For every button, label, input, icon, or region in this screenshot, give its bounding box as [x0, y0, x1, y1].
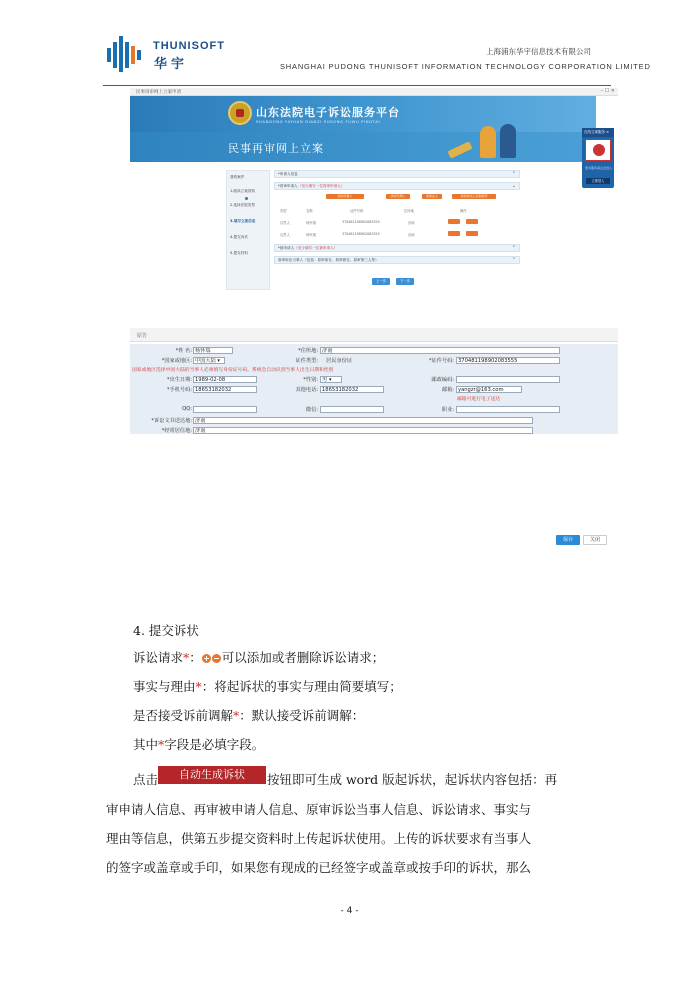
gender-label: *性别:	[303, 377, 318, 383]
zip-label: 邮政编码:	[431, 377, 454, 383]
section-label: *被申请人（至少填写一位被申请人）	[278, 246, 338, 250]
paragraph-line: 其中*字段是必填字段。	[133, 737, 265, 752]
screenshot-case-filing	[130, 88, 618, 294]
paragraph-line: 的签字或盖章或手印，如果您有现成的已经签字或盖章或按手印的诉状，那么	[106, 860, 532, 875]
chevron-up-icon[interactable]: ⌃	[511, 245, 516, 251]
step-item[interactable]: 1.阅读立案须知	[230, 189, 255, 193]
table-cell: 自然人	[280, 221, 290, 225]
phone-label: *手机号码:	[166, 387, 192, 393]
email-label: 邮箱:	[441, 387, 454, 393]
service-addr-label: *诉讼文书送达地:	[151, 418, 192, 424]
wechat-label: 微信:	[305, 407, 318, 413]
name-input[interactable]: 杨怀瑞	[193, 347, 233, 354]
address-input[interactable]: 济南	[320, 347, 560, 354]
table-header-cell: 住所地	[404, 209, 414, 213]
paragraph-line: 按钮即可生成 word 版起诉状，起诉状内容包括：再	[267, 772, 558, 787]
filing-main	[274, 170, 520, 290]
window-title: 民事再审网上立案申请	[136, 90, 181, 95]
section-retrial-applicant[interactable]	[274, 182, 520, 190]
section-label: *再审申请人（至少填写一位再审申请人）	[278, 184, 345, 188]
table-cell: 济南	[408, 221, 415, 225]
ad-enter-button[interactable]: 立即进入	[586, 178, 610, 184]
name-label: *姓 名:	[175, 348, 192, 354]
service-addr-input[interactable]: 济南	[193, 417, 533, 424]
wechat-input[interactable]	[320, 406, 384, 413]
other-phone-label: 其他电话:	[295, 387, 318, 393]
save-button[interactable]: 保存	[556, 535, 580, 545]
country-select[interactable]: 中国大陆 ▾	[193, 357, 225, 364]
company-name-cn: 上海浦东华宇信息技术有限公司	[486, 47, 591, 56]
birth-label: *出生日期:	[166, 377, 192, 383]
table-header-cell: 名称	[306, 209, 313, 213]
add-party-button[interactable]: 添加当事人	[326, 194, 364, 199]
email-input[interactable]: yangzr@163.com	[456, 386, 522, 393]
country-label: *国家或地区:	[161, 358, 192, 364]
section-label: 原审诉讼当事人（包括：原审原告、原审被告、原审第三人等）	[278, 258, 379, 262]
phone-input[interactable]: 18653182032	[193, 386, 257, 393]
job-input[interactable]	[456, 406, 560, 413]
delete-button[interactable]	[466, 231, 478, 236]
case-title: 民事再审网上立案	[228, 142, 324, 155]
section-original-parties[interactable]	[274, 256, 520, 264]
court-emblem-icon	[228, 101, 252, 125]
add-other-org-button[interactable]: 添加非法人其他组织	[452, 194, 496, 199]
ad-image-icon	[585, 139, 611, 161]
table-cell: 370481198902083555	[342, 232, 380, 236]
window-controls[interactable]: – ☐ ✕	[600, 88, 615, 94]
edit-button[interactable]	[448, 219, 460, 224]
id-number-input[interactable]: 370481198902083555	[456, 357, 560, 364]
chevron-up-icon[interactable]: ⌃	[511, 257, 516, 263]
auto-generate-complaint-button[interactable]: 自动生成诉状	[158, 766, 266, 784]
email-note: 邮箱可进行电子送达	[457, 397, 501, 402]
remove-icon	[212, 654, 221, 663]
qq-input[interactable]	[193, 406, 257, 413]
add-icon	[202, 654, 211, 663]
add-agent-button[interactable]: 添加代理人	[386, 194, 410, 199]
step-item[interactable]: 2.选择法院类型	[230, 203, 255, 207]
platform-title: 山东法院电子诉讼服务平台	[256, 106, 400, 119]
header-divider	[103, 85, 611, 86]
page-number: - 4 -	[340, 906, 359, 916]
birth-input[interactable]: 1989-02-08	[193, 376, 257, 383]
add-legal-person-button[interactable]: 添加法人	[422, 194, 442, 199]
address-label: *住所地:	[298, 348, 318, 354]
edit-button[interactable]	[448, 231, 460, 236]
id-type-label: 证件类型:	[295, 358, 318, 364]
paragraph-line: 事实与理由*：将起诉状的事实与理由简要填写；	[133, 679, 402, 694]
id-warning-text: 国家或地区选择中国大陆的当事人必须填写身份证号码。系统会自动识别当事人出生日期和性别	[132, 368, 334, 373]
ad-panel-title[interactable]: 在线立案服务 ×	[582, 128, 614, 137]
table-header-cell: 证件号码	[350, 209, 364, 213]
section-label: *申请人信息	[278, 172, 298, 176]
section-applicant-info[interactable]	[274, 170, 520, 178]
chevron-down-icon[interactable]: ⌃	[511, 171, 516, 177]
logo-text-en: THUNISOFT	[153, 40, 225, 52]
table-header-cell: 类型	[280, 209, 287, 213]
other-phone-input[interactable]: 18653182032	[320, 386, 384, 393]
paragraph-line: 审申请人信息、再审被申请人信息、原审诉讼当事人信息、诉讼请求、事实与	[106, 802, 532, 817]
section-respondent[interactable]	[274, 244, 520, 252]
step-item[interactable]: 4.提交诉状	[230, 235, 248, 239]
qq-label: QQ:	[182, 406, 192, 412]
zip-input[interactable]	[456, 376, 560, 383]
id-number-label: *证件号码:	[428, 358, 454, 364]
paragraph-line: 诉讼请求*： 可以添加或者删除诉讼请求；	[133, 650, 385, 665]
job-label: 职业:	[441, 407, 454, 413]
delete-button[interactable]	[466, 219, 478, 224]
screenshot-party-form	[130, 328, 618, 558]
platform-subtitle: SHANDONG FAYUAN DIANZI SUSONG FUWU PINGTAI	[256, 119, 381, 124]
table-cell: 济南	[408, 233, 415, 237]
gender-select[interactable]: 男 ▾	[320, 376, 342, 383]
paragraph-line: 理由等信息，供第五步提交资料时上传起诉状使用。上传的诉状要求有当事人	[106, 831, 532, 846]
steps-sidebar	[226, 170, 270, 290]
ad-text: 更多服务请点击进入	[585, 166, 613, 170]
prev-step-button[interactable]: 上一步	[372, 278, 390, 285]
gavel-icon	[447, 141, 472, 158]
people-illustration-icon	[470, 124, 532, 160]
section-heading: 4. 提交诉状	[133, 623, 199, 638]
step-item[interactable]: 5.提交材料	[230, 251, 248, 255]
residence-input[interactable]: 济南	[193, 427, 533, 434]
case-banner	[130, 132, 596, 162]
step-item-active[interactable]: 3.填写立案信息	[230, 219, 256, 223]
table-cell: 杨怀瑞	[306, 233, 316, 237]
form-tab-bar	[130, 328, 618, 342]
table-cell: 370481198902083555	[342, 220, 380, 224]
chevron-down-icon[interactable]: ⌄	[511, 183, 516, 189]
logo-text-cn: 华宇	[154, 57, 189, 72]
service-ad-panel	[582, 128, 614, 188]
tab-plaintiff[interactable]: 原告	[137, 333, 148, 339]
table-cell: 杨怀瑞	[306, 221, 316, 225]
id-type-value[interactable]: 居民身份证	[326, 358, 352, 364]
next-step-button[interactable]: 下一步	[396, 278, 414, 285]
residence-label: *经常居住地:	[161, 428, 192, 434]
window-titlebar	[130, 88, 618, 96]
thunisoft-logo-icon	[107, 36, 147, 72]
close-button[interactable]: 关闭	[583, 535, 607, 545]
table-header-cell: 操作	[460, 209, 467, 213]
company-name-en: SHANGHAI PUDONG THUNISOFT INFORMATION TECHNOLOGY CORPORATION LIMITED	[280, 62, 651, 71]
table-cell: 自然人	[280, 233, 290, 237]
paragraph-line: 点击	[133, 772, 159, 787]
step-dot-icon	[245, 197, 248, 200]
step-item[interactable]: 我的案件	[230, 175, 245, 179]
paragraph-line: 是否接受诉前调解*：默认接受诉前调解：	[133, 708, 365, 723]
